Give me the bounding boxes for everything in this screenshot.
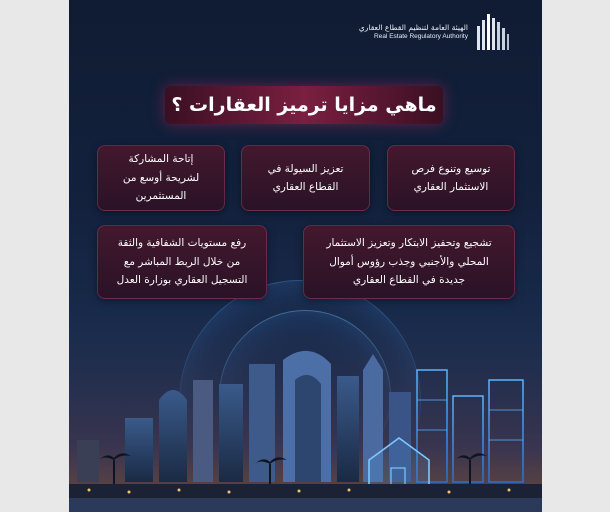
infographic-poster — [69, 0, 542, 512]
benefit-text: توسيع وتنوع فرص الاستثمار العقاري — [411, 162, 491, 193]
benefit-text: تشجيع وتحفيز الابتكار وتعزيز الاستثمار المحلي والأجنبي وجذب رؤوس أموال جديدة في القطاع العقاري — [326, 237, 492, 287]
building-bars-icon — [476, 12, 510, 52]
authority-logo — [359, 12, 510, 52]
page-title: ماهي مزايا ترميز العقارات ؟ — [165, 86, 443, 124]
benefit-text: تعزيز السيولة في القطاع العقاري — [267, 162, 344, 193]
benefit-text: رفع مستويات الشفافية والثقة من خلال الربط المباشر مع التسجيل العقاري بوزارة العدل — [116, 237, 248, 287]
city-skyline-illustration — [69, 300, 542, 512]
benefit-card — [97, 225, 267, 299]
benefit-text: إتاحة المشاركة لشريحة أوسع من المستثمرين — [122, 153, 200, 203]
logo-name-arabic: الهيئة العامة لتنظيم القطاع العقاري — [358, 23, 468, 33]
benefit-card — [97, 145, 225, 211]
logo-name-english: Real Estate Regulatory Authority — [374, 32, 468, 40]
benefit-card — [241, 145, 370, 211]
benefit-card — [303, 225, 515, 299]
benefit-card — [387, 145, 515, 211]
